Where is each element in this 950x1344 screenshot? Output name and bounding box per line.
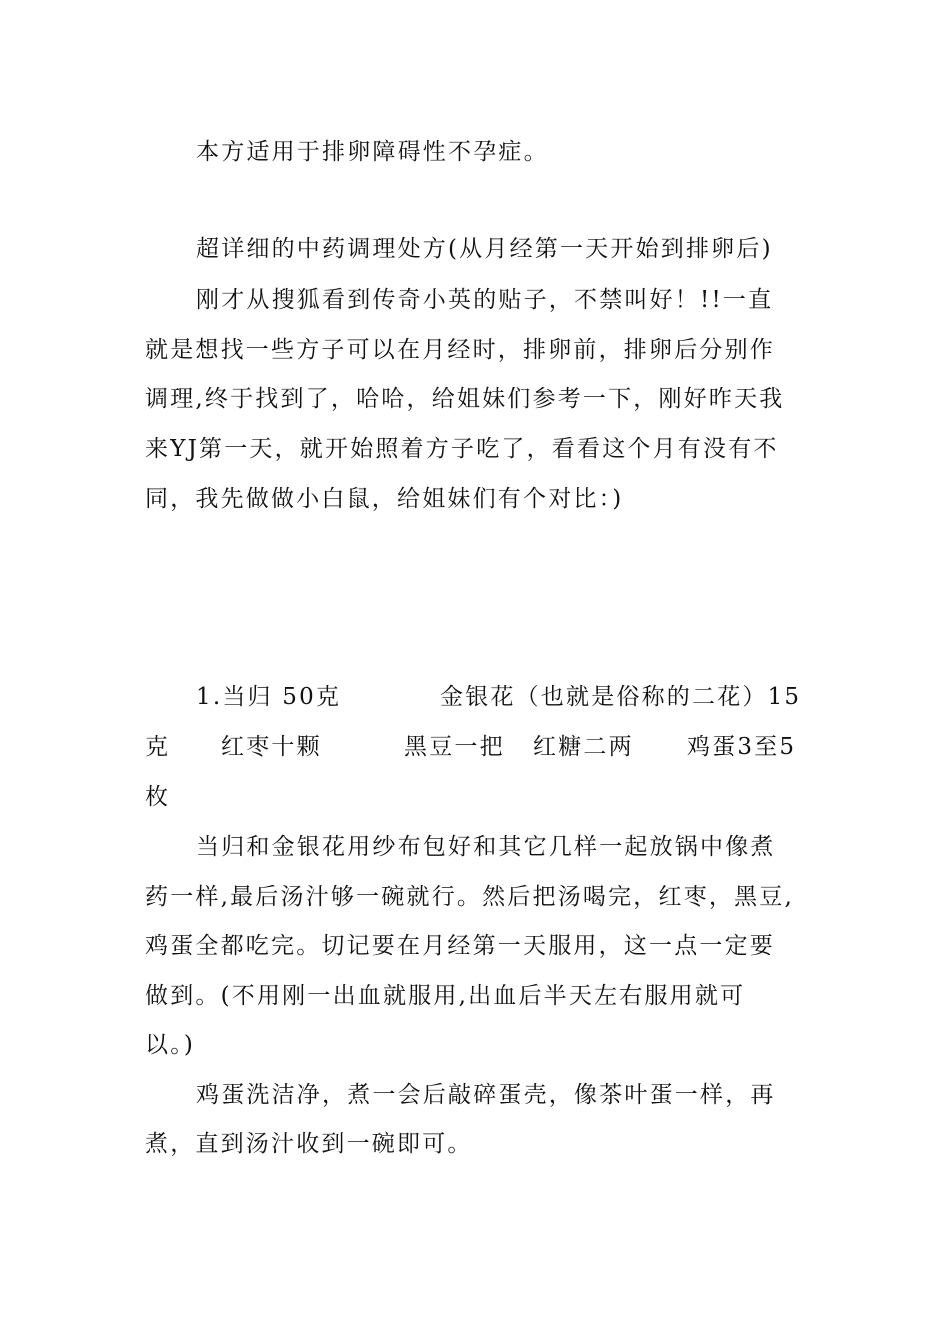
paragraph1-line-1: 刚才从搜狐看到传奇小英的贴子，不禁叫好！!!一直 <box>196 287 774 313</box>
intro-line: 本方适用于排卵障碍性不孕症。 <box>196 139 549 165</box>
paragraph2-line-4: 做到。(不用刚一出血就服用,出血后半天左右服用就可 <box>145 983 746 1009</box>
paragraph2-line-5: 以。) <box>145 1032 196 1058</box>
recipe-item-heidou: 黑豆一把 <box>404 734 505 760</box>
recipe-item-hongtang: 红糖二两 <box>533 734 634 760</box>
paragraph1-line-5: 同，我先做做小白鼠，给姐妹们有个对比：) <box>145 486 624 512</box>
recipe-item-unit: 克 <box>145 734 171 760</box>
recipe-item-hongzao: 红枣十颗 <box>221 734 322 760</box>
recipe-item-jinyinhua: 金银花（也就是俗称的二花）15 <box>440 684 802 710</box>
heading-line: 超详细的中药调理处方(从月经第一天开始到排卵后) <box>196 236 773 262</box>
recipe-item-mei: 枚 <box>145 784 171 810</box>
recipe-item-jidan: 鸡蛋3至5 <box>687 734 797 760</box>
paragraph1-line-4: 来YJ第一天，就开始照着方子吃了，看看这个月有没有不 <box>145 436 779 462</box>
paragraph2-line-1: 当归和金银花用纱布包好和其它几样一起放锅中像煮 <box>196 834 776 860</box>
paragraph1-line-3: 调理,终于找到了，哈哈，给姐妹们参考一下，刚好昨天我 <box>145 386 785 412</box>
paragraph2-line-2: 药一样,最后汤汁够一碗就行。然后把汤喝完，红枣，黑豆, <box>145 884 795 910</box>
paragraph3-line-2: 煮，直到汤汁收到一碗即可。 <box>145 1131 473 1157</box>
paragraph3-line-1: 鸡蛋洗洁净，煮一会后敲碎蛋壳，像茶叶蛋一样，再 <box>196 1082 776 1108</box>
recipe-item-danggui: 1.当归 50克 <box>196 684 342 710</box>
paragraph1-line-2: 就是想找一些方子可以在月经时，排卵前，排卵后分别作 <box>145 337 775 363</box>
paragraph2-line-3: 鸡蛋全都吃完。切记要在月经第一天服用，这一点一定要 <box>145 933 775 959</box>
